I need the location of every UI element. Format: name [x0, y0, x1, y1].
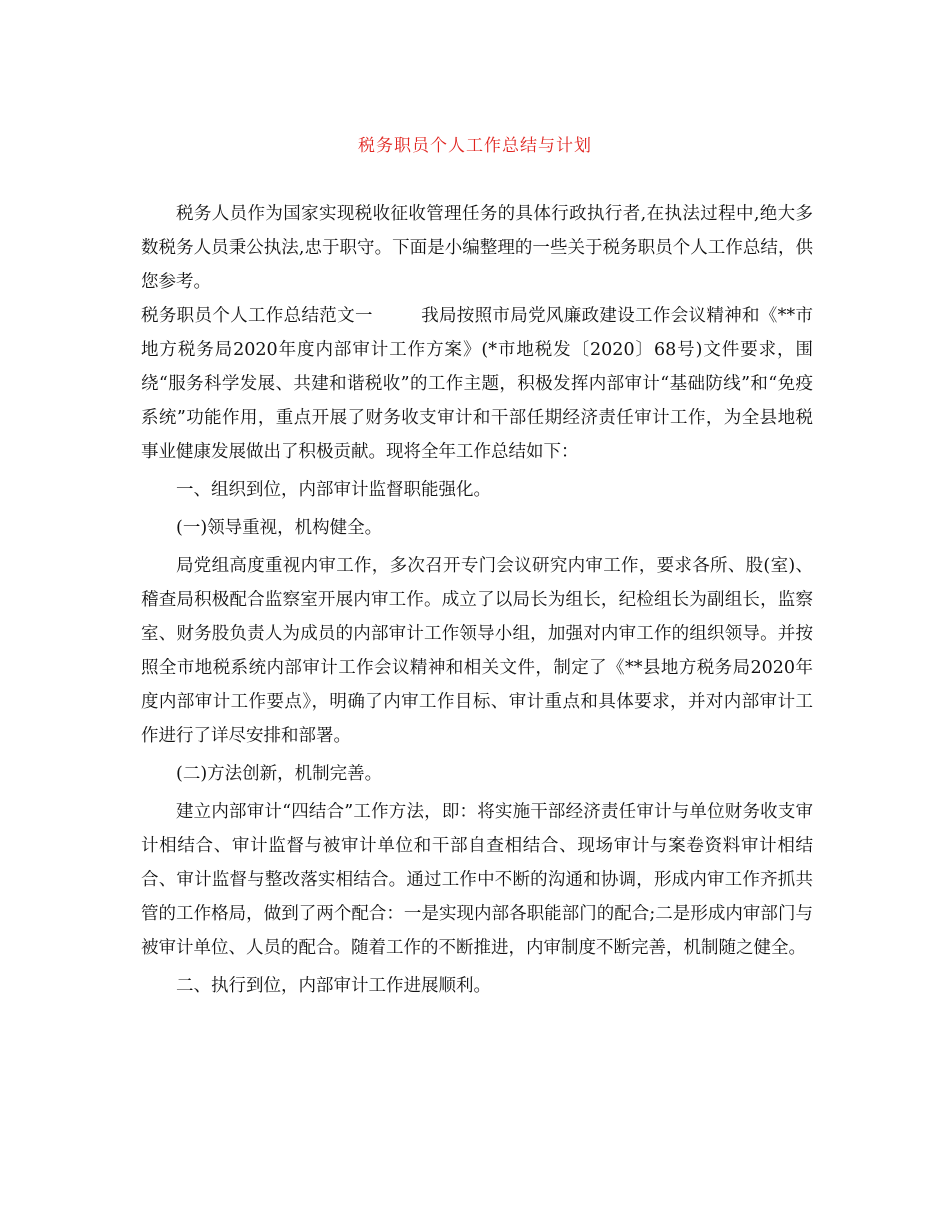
- example-text: 我局按照市局党风廉政建设工作会议精神和《**市地方税务局2020年度内部审计工作方案》(*市地税发〔2020〕68号)文件要求，围绕“服务科学发展、共建和谐税收”的工作主题，积极发挥内部审计“基础防线”和“免疫系统”功能作用，重点开展了财务收支审计和干部任期经济责任审计工作，为全县地税事业健康发展做出了积极贡献。现将全年工作总结如下：: [141, 306, 814, 462]
- section-heading-1: 一、组织到位，内部审计监督职能强化。: [176, 480, 491, 500]
- sub-heading-2: (二)方法创新，机制完善。: [176, 764, 383, 784]
- section-heading-2: 二、执行到位，内部审计工作进展顺利。: [176, 976, 491, 996]
- document-body: [141, 197, 813, 1003]
- intro-paragraph: 税务人员作为国家实现税收征收管理任务的具体行政执行者,在执法过程中,绝大多数税务人员秉公执法,忠于职守。下面是小编整理的一些关于税务职员个人工作总结，供您参考。: [141, 204, 813, 292]
- example-label: 税务职员个人工作总结范文一: [141, 306, 373, 326]
- body-paragraph-1: 局党组高度重视内审工作，多次召开专门会议研究内审工作，要求各所、股(室)、稽查局积极配合监察室开展内审工作。成立了以局长为组长，纪检组长为副组长，监察室、财务股负责人为成员的内部审计工作领导小组，加强对内审工作的组织领导。并按照全市地税系统内部审计工作会议精神和相关文件，制定了《**县地方税务局2020年度内部审计工作要点》，明确了内审工作目标、审计重点和具体要求，并对内部审计工作进行了详尽安排和部署。: [141, 556, 813, 746]
- document-title: 税务职员个人工作总结与计划: [358, 136, 592, 156]
- body-paragraph-2: 建立内部审计“四结合”工作方法，即：将实施干部经济责任审计与单位财务收支审计相结合、审计监督与被审计单位和干部自查相结合、现场审计与案卷资料审计相结合、审计监督与整改落实相结合。通过工作中不断的沟通和协调，形成内审工作齐抓共管的工作格局，做到了两个配合：一是实现内部各职能部门的配合;二是形成内审部门与被审计单位、人员的配合。随着工作的不断推进，内审制度不断完善，机制随之健全。: [141, 802, 813, 958]
- example-paragraph: [141, 299, 813, 469]
- sub-heading-1: (一)领导重视，机构健全。: [176, 518, 383, 538]
